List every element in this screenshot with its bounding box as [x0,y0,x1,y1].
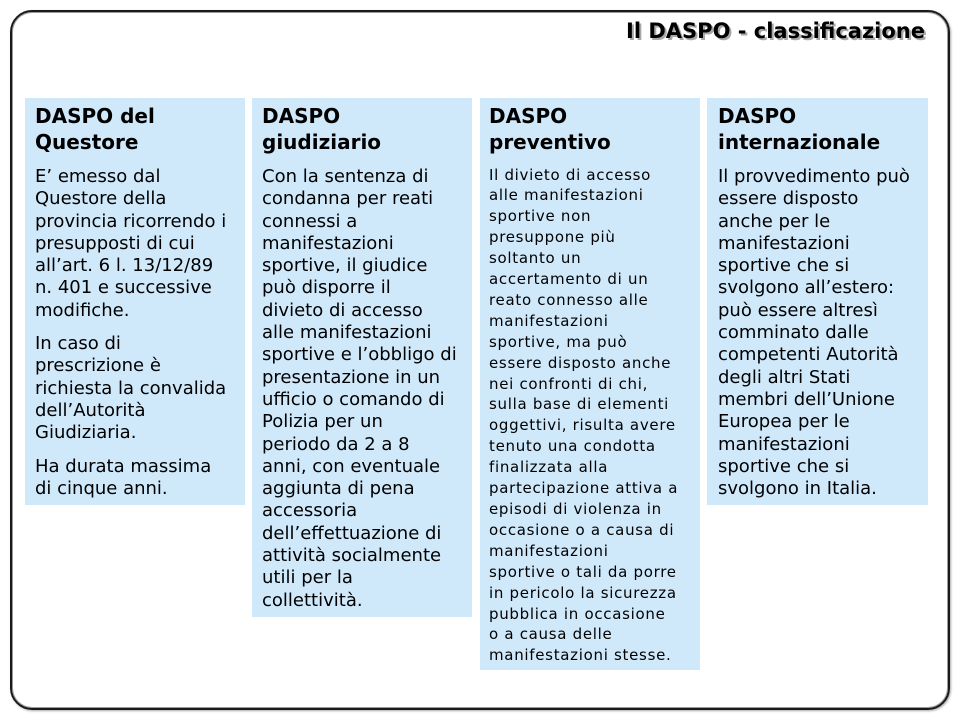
paragraph [718,166,924,500]
text-line: manifestazioni [489,541,609,560]
paragraph [35,456,241,501]
text-line: accessoria [262,500,358,522]
column-heading [262,103,468,155]
heading-line: Questore [35,130,139,154]
paragraph [489,165,696,667]
text-line: manifestazioni [262,232,394,254]
text-line: può essere altresì [718,299,878,321]
text-line: manifestazioni stesse. [489,646,672,665]
text-line: Giudiziaria. [35,422,137,444]
text-line: In caso di [35,333,121,355]
text-line: Il provvedimento può [718,166,910,187]
text-line: in pericolo la sicurezza [489,583,677,602]
heading-line: preventivo [489,130,611,154]
text-line: dell’Autorità [35,399,146,421]
text-line: alle manifestazioni [262,322,432,344]
text-line: competenti Autorità [718,344,899,366]
text-line: presentazione in un [262,366,441,388]
heading-line: giudiziario [262,130,382,154]
text-line: nei confronti di chi, [489,374,649,393]
text-line: comminato dalle [718,322,869,344]
text-line: manifestazioni [718,232,850,254]
text-line: utili per la [262,567,353,589]
text-line: divieto di accesso [262,299,423,321]
text-line: occasione o a causa di [489,520,675,539]
column-body [489,165,696,667]
paragraph [35,333,241,444]
text-line: tenuto una condotta [489,437,656,456]
text-line: aggiunta di pena [262,478,415,500]
text-line: presupposti di cui [35,232,195,254]
text-line: degli altri Stati [718,366,851,388]
column-body [262,166,468,612]
text-line: alle manifestazioni [489,186,644,205]
text-line: sportive non [489,207,592,226]
column-heading [489,103,696,155]
slide-title: Il DASPO - classificazione [626,19,925,43]
text-line: Polizia per un [262,411,383,433]
text-line: di cinque anni. [35,477,168,499]
text-line: sportive o tali da porre [489,562,677,581]
text-line: connessi a [262,210,358,232]
text-line: Ha durata massima [35,455,212,477]
text-line: o a causa delle [489,625,613,644]
text-line: anche per le [718,210,831,232]
text-line: Questore della [35,188,167,210]
text-line: manifestazioni [489,311,609,330]
column-body [718,166,924,500]
text-line: presuppone più [489,228,616,247]
heading-line: DASPO [489,104,568,128]
column-daspo-giudiziario [252,98,472,617]
column-daspo-internazionale [707,98,928,505]
text-line: anni, con eventuale [262,455,441,477]
heading-line: DASPO [718,104,797,128]
text-line: sportive che si [718,255,850,277]
text-line: prescrizione è [35,355,161,377]
text-line: Il divieto di accesso [489,165,652,184]
column-daspo-questore [25,98,245,505]
column-heading [35,103,241,155]
column-heading [718,103,924,155]
text-line: ufficio o comando di [262,388,445,410]
text-line: episodi di violenza in [489,500,662,518]
text-line: provincia ricorrendo i [35,210,227,232]
text-line: manifestazioni [718,433,850,455]
text-line: finalizzata alla [489,458,609,477]
text-line: sportive, il giudice [262,255,428,277]
text-line: sulla base di elementi [489,395,670,414]
text-line: n. 401 e successive [35,277,212,299]
text-line: richiesta la convalida [35,377,227,399]
text-line: soltanto un [489,249,582,268]
heading-line: internazionale [718,130,881,154]
text-line: Europea per le [718,411,850,433]
text-line: oggettivi, risulta avere [489,416,676,435]
heading-line: DASPO del [35,104,155,128]
text-line: all’art. 6 l. 13/12/89 [35,255,214,277]
text-line: membri dell’Unione [718,388,895,410]
text-line: attività socialmente [262,545,442,567]
text-line: collettività. [262,589,363,611]
text-line: sportive, ma può [489,332,628,351]
column-body [35,166,241,500]
paragraph [35,166,241,322]
text-line: condanna per reati [262,188,434,210]
text-line: reato connesso alle [489,290,649,309]
paragraph [262,166,468,612]
text-line: E’ emesso dal [35,166,161,187]
text-line: sportive che si [718,455,850,477]
text-line: svolgono in Italia. [718,478,877,500]
text-line: svolgono all’estero: [718,277,895,299]
text-line: essere disposto [718,188,859,210]
text-line: partecipazione attiva a [489,479,679,498]
column-daspo-preventivo [480,98,700,670]
text-line: pubblica in occasione [489,604,666,623]
text-line: può disporre il [262,277,391,299]
text-line: sportive e l’obbligo di [262,344,457,366]
text-line: periodo da 2 a 8 [262,433,410,455]
text-line: accertamento di un [489,270,649,289]
text-line: modifiche. [35,299,130,321]
text-line: Con la sentenza di [262,166,429,187]
text-line: essere disposto anche [489,353,672,372]
text-line: dell’effettuazione di [262,522,442,544]
heading-line: DASPO [262,104,341,128]
